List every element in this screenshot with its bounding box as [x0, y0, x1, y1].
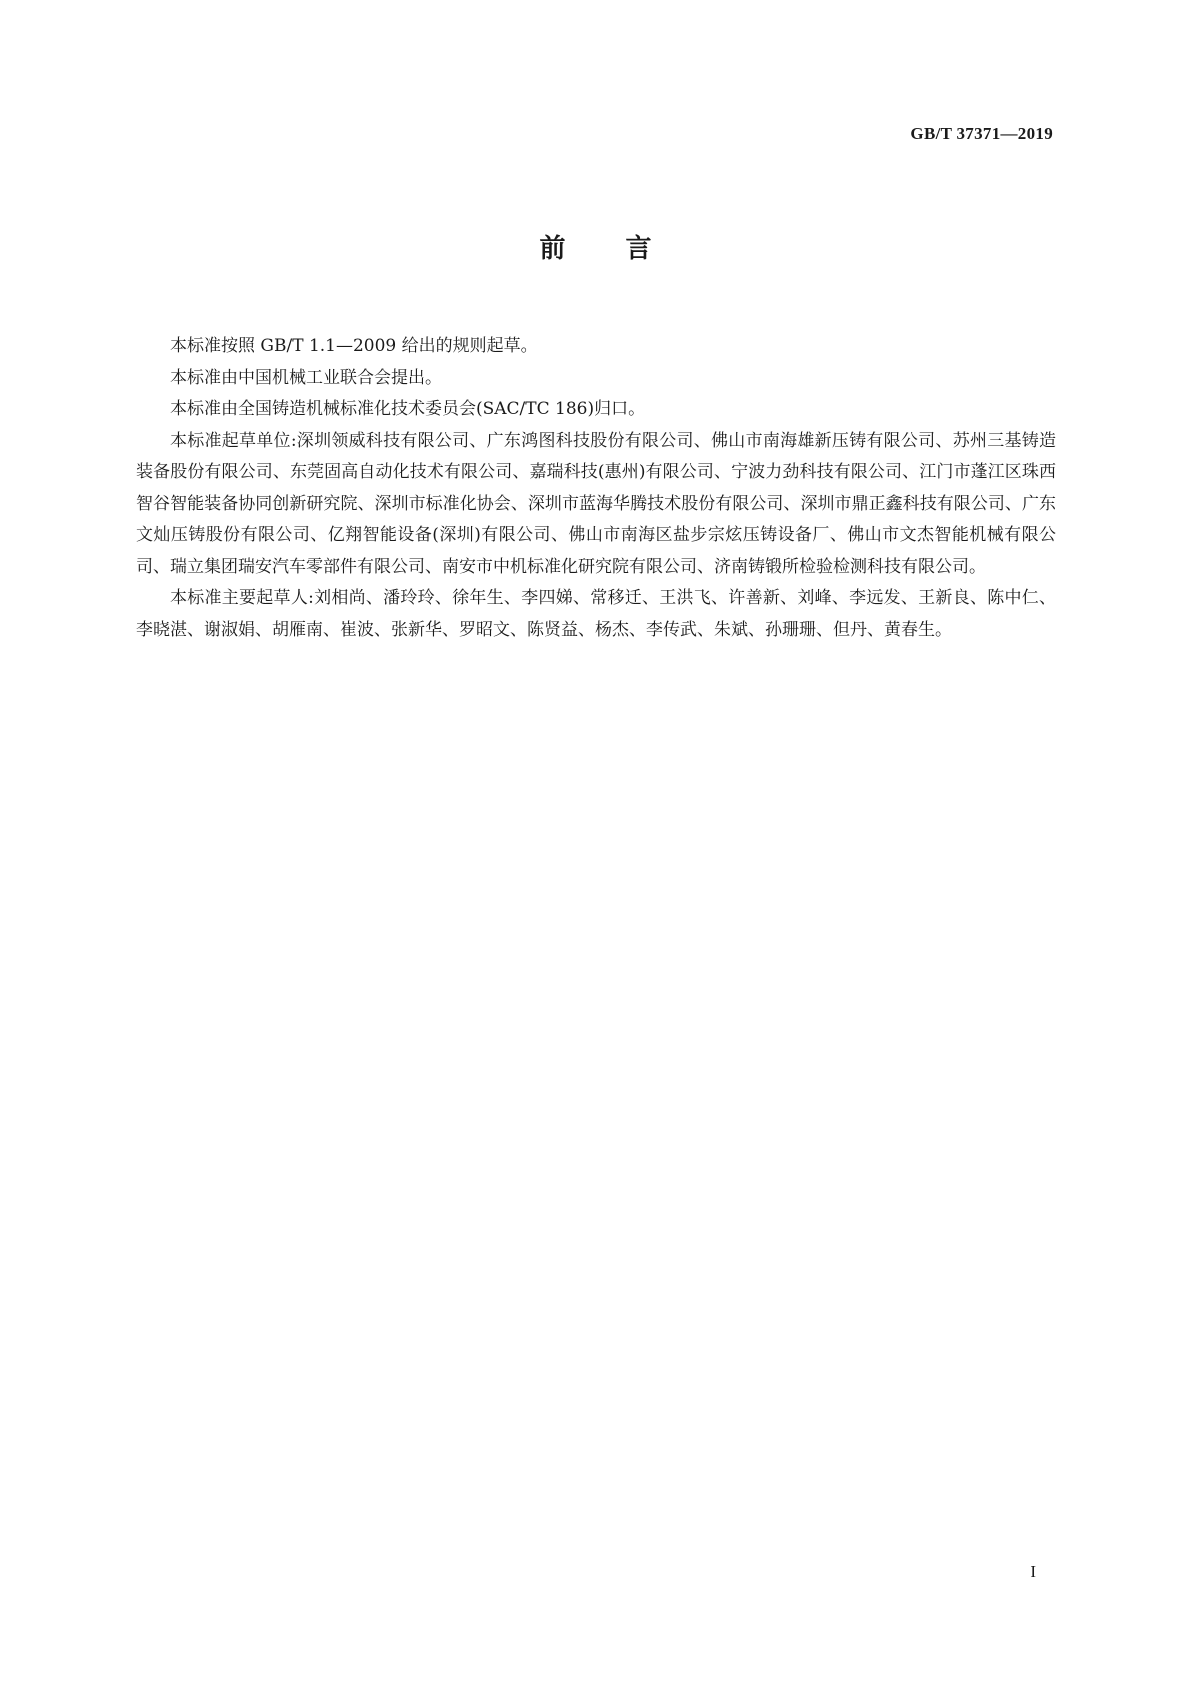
standard-code: GB/T 37371—2019	[910, 124, 1053, 143]
title-char-1: 前	[539, 234, 566, 264]
paragraph-drafters: 本标准主要起草人:刘相尚、潘玲玲、徐年生、李四娣、常移迁、王洪飞、许善新、刘峰、李远发、王新良、陈中仁、李晓湛、谢淑娟、胡雁南、崔波、张新华、罗昭文、陈贤益、杨杰、李传武、朱斌、孙珊珊、但丹、黄春生。	[136, 588, 1056, 640]
paragraph-drafting-units: 本标准起草单位:深圳领威科技有限公司、广东鸿图科技股份有限公司、佛山市南海雄新压铸有限公司、苏州三基铸造装备股份有限公司、东莞固高自动化技术有限公司、嘉瑞科技(惠州)有限公司、宁波力劲科技有限公司、江门市蓬江区珠西智谷智能装备协同创新研究院、深圳市标准化协会、深圳市蓝海华腾技术股份有限公司、深圳市鼎正鑫科技有限公司、广东文灿压铸股份有限公司、亿翔智能设备(深圳)有限公司、佛山市南海区盐步宗炫压铸设备厂、佛山市文杰智能机械有限公司、瑞立集团瑞安汽车零部件有限公司、南安市中机标准化研究院有限公司、济南铸锻所检验检测科技有限公司。	[136, 430, 1056, 577]
paragraph-committee: 本标准由全国铸造机械标准化技术委员会(SAC/TC 186)归口。	[170, 399, 646, 419]
page-title	[0, 228, 1191, 265]
paragraph-proposer: 本标准由中国机械工业联合会提出。	[170, 367, 442, 388]
title-char-2: 言	[625, 234, 652, 264]
paragraph-drafting-rules: 本标准按照 GB/T 1.1—2009 给出的规则起草。	[170, 336, 538, 356]
foreword-body	[136, 331, 1056, 646]
page-number: I	[1030, 1562, 1036, 1581]
